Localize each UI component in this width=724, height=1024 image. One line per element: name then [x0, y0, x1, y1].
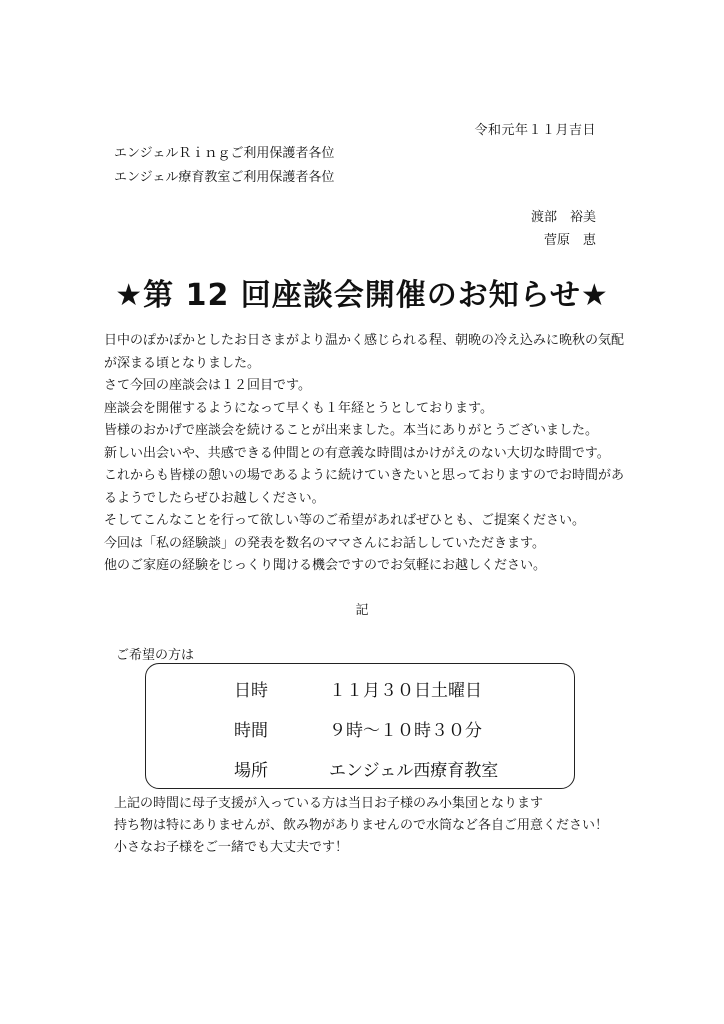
note-line: 持ち物は特にありませんが、飲み物がありませんので水筒など各自ご用意ください！ [114, 818, 609, 833]
body-line: 日中のぽかぽかとしたお日さまがより温かく感じられる程、朝晩の冷え込みに晩秋の気配 [104, 333, 625, 348]
body-line: 他のご家庭の経験をじっくり聞ける機会ですのでお気軽にお越しください。 [104, 558, 547, 573]
body-line: 座談会を開催するようになって早くも１年経とうとしております。 [104, 400, 493, 416]
place-value: エンジェル西療育教室 [329, 761, 499, 781]
notice-date: 令和元年１１月吉日 [474, 123, 596, 138]
recipient-line: エンジェル療育教室ご利用保護者各位 [114, 170, 335, 185]
recipient-line: エンジェルＲｉｎｇご利用保護者各位 [114, 146, 335, 161]
notice-title: ★第 12 回座談会開催のお知らせ★ [115, 278, 609, 313]
date-value: １１月３０日土曜日 [329, 681, 482, 701]
sender-name: 菅原 恵 [543, 233, 596, 248]
body-line: るようでしたらぜひお越しください。 [104, 490, 325, 506]
wish-label: ご希望の方は [116, 648, 195, 663]
details-box [145, 663, 575, 789]
place-key: 場所 [234, 761, 268, 781]
body-line: が深まる頃となりました。 [104, 355, 261, 371]
body-text [104, 330, 624, 578]
time-row [234, 716, 482, 741]
body-line: 皆様のおかげで座談会を続けることが出来ました。本当にありがとうございました。 [104, 423, 599, 438]
body-line: そしてこんなことを行って欲しい等のご希望があればぜひとも、ご提案ください。 [104, 513, 586, 528]
senders [531, 206, 596, 252]
date-key: 日時 [234, 681, 268, 701]
body-line: 今回は「私の経験談」の発表を数名のママさんにお話ししていただきます。 [104, 535, 545, 551]
body-line: これからも皆様の憩いの場であるように続けていきたいと思っておりますのでお時間があ [104, 468, 625, 483]
notes [114, 793, 608, 859]
date-row [234, 676, 482, 701]
note-line: 小さなお子様をご一緒でも大丈夫です！ [114, 840, 349, 855]
time-key: 時間 [234, 721, 268, 741]
body-line: さて今回の座談会は１２回目です。 [104, 378, 311, 393]
body-line: 新しい出会いや、共感できる仲間との有意義な時間はかけがえのない大切な時間です。 [104, 445, 610, 461]
recipients [114, 142, 334, 190]
sender-name: 渡部 裕美 [530, 210, 596, 225]
place-row [234, 756, 498, 781]
time-value: ９時～１０時３０分 [329, 721, 482, 741]
note-line: 上記の時間に母子支援が入っている方は当日お子様のみ小集団となります [114, 796, 544, 811]
ki-mark: 記 [355, 603, 369, 618]
